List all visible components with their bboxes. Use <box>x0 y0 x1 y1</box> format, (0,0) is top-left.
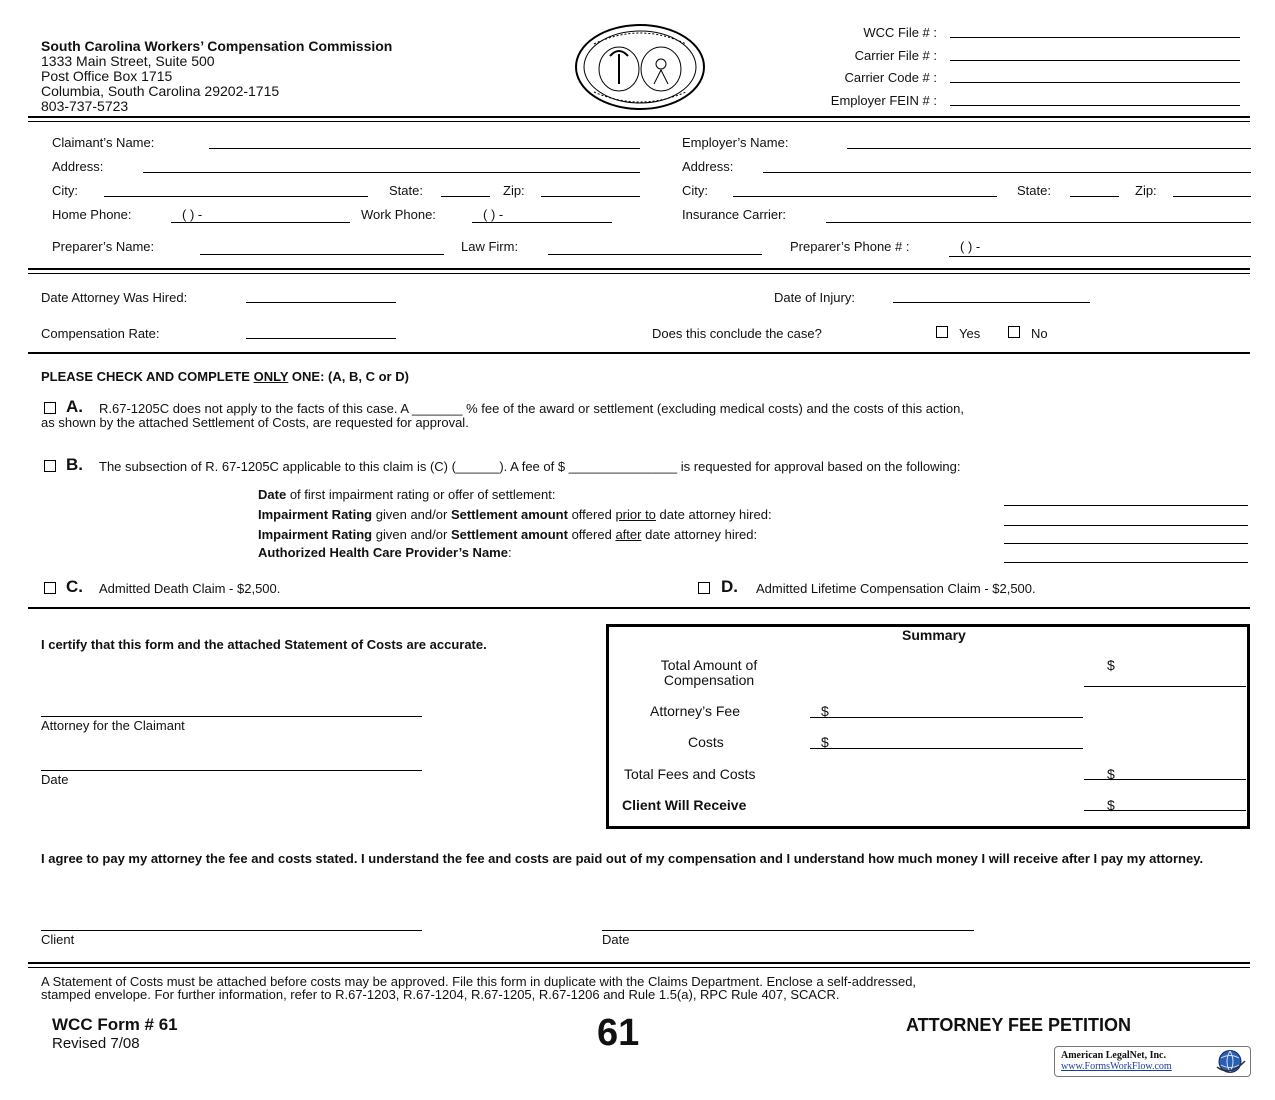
claimant-state-label: State: <box>389 183 423 198</box>
work-phone-label: Work Phone: <box>361 207 436 222</box>
law-firm-input[interactable] <box>548 254 762 255</box>
wcc-file-input[interactable] <box>950 37 1240 38</box>
total-comp-label-1: Total Amount of <box>660 657 758 673</box>
claimant-address-input[interactable] <box>143 172 640 173</box>
b-after-input[interactable] <box>1004 543 1248 544</box>
carrier-code-input[interactable] <box>950 82 1240 83</box>
date-hired-input[interactable] <box>246 302 396 303</box>
b-prior-sa: Settlement amount <box>450 507 568 522</box>
option-a-text-2: as shown by the attached Settlement of Costs, are requested for approval. <box>41 415 469 430</box>
state-seal-icon <box>574 24 706 110</box>
employer-name-label: Employer’s Name: <box>682 135 789 150</box>
home-phone-input[interactable] <box>171 222 350 223</box>
total-comp-label-2: Compensation <box>663 672 755 688</box>
preparer-phone-input[interactable] <box>949 256 1251 257</box>
b-prior-ir: Impairment Rating <box>258 507 373 522</box>
parties-divider <box>28 268 1250 274</box>
date-injury-input[interactable] <box>893 302 1090 303</box>
b-date-line <box>258 487 555 502</box>
client-date-label: Date <box>602 932 630 947</box>
client-signature-label: Client <box>41 932 75 947</box>
total-fees-input[interactable] <box>1084 779 1246 780</box>
claimant-state-input[interactable] <box>441 196 490 197</box>
b-after-given: given and/or <box>375 527 448 542</box>
home-phone-label: Home Phone: <box>52 207 132 222</box>
option-c-checkbox[interactable] <box>44 582 56 594</box>
law-firm-label: Law Firm: <box>461 239 519 254</box>
claimant-city-input[interactable] <box>104 196 368 197</box>
home-phone-mask: ( ) - <box>182 207 203 222</box>
employer-state-label: State: <box>1017 183 1051 198</box>
employer-state-input[interactable] <box>1070 196 1119 197</box>
costs-dollar: $ <box>821 734 829 750</box>
certify-date-label: Date <box>41 772 69 787</box>
b-after-line <box>258 527 757 542</box>
b-prior-offered: offered <box>571 507 612 522</box>
form-big-number: 61 <box>597 1012 640 1054</box>
agree-text: I agree to pay my attorney the fee and costs stated. I understand the fee and costs are paid out of my compensation and I understand how much money I will receive after I pay my attorney. <box>41 851 1204 866</box>
option-d-letter: D. <box>721 577 738 596</box>
claimant-address-label: Address: <box>52 159 104 174</box>
dates-divider <box>28 352 1250 354</box>
date-hired-label: Date Attorney Was Hired: <box>41 290 188 305</box>
insurance-carrier-label: Insurance Carrier: <box>682 207 787 222</box>
preparer-name-input[interactable] <box>200 254 444 255</box>
employer-fein-label: Employer FEIN # : <box>830 93 937 108</box>
preparer-phone-label: Preparer’s Phone # : <box>790 239 910 254</box>
b-date-rest: of first impairment rating or offer of settlement: <box>289 487 556 502</box>
date-injury-label: Date of Injury: <box>774 290 855 305</box>
claimant-city-label: City: <box>52 183 78 198</box>
footer-note-1: A Statement of Costs must be attached before costs may be approved. File this form in duplicate with the Claims Department. Enclose a self-addressed, <box>41 974 917 989</box>
certify-date-input[interactable] <box>41 770 422 771</box>
client-receive-label: Client Will Receive <box>622 797 747 813</box>
client-date-input[interactable] <box>602 930 974 931</box>
carrier-file-label: Carrier File # : <box>854 48 937 63</box>
insurance-carrier-input[interactable] <box>826 222 1251 223</box>
b-after-hired: date attorney hired: <box>645 527 758 542</box>
b-provider-line <box>258 545 512 560</box>
b-date-input[interactable] <box>1004 505 1248 506</box>
carrier-code-label: Carrier Code # : <box>844 70 937 85</box>
globe-icon <box>1213 1049 1247 1074</box>
option-a-letter: A. <box>66 397 83 416</box>
org-name: South Carolina Workers’ Compensation Commission <box>41 38 393 54</box>
b-prior-hired: date attorney hired: <box>659 507 772 522</box>
vendor-url[interactable]: www.FormsWorkFlow.com <box>1061 1061 1172 1072</box>
option-b-text: The subsection of R. 67-1205C applicable to this claim is (C) (______). A fee of $ _______________ is requested for approval based on the following: <box>99 459 961 474</box>
costs-input[interactable] <box>810 748 1083 749</box>
header-divider <box>28 116 1250 122</box>
form-number: WCC Form # 61 <box>52 1015 178 1034</box>
total-comp-input[interactable] <box>1084 686 1246 687</box>
comp-rate-label: Compensation Rate: <box>41 326 160 341</box>
client-signature-input[interactable] <box>41 930 422 931</box>
total-fees-label: Total Fees and Costs <box>624 766 756 782</box>
conclude-yes-checkbox[interactable] <box>936 326 948 338</box>
summary-title: Summary <box>902 627 966 643</box>
claimant-name-label: Claimant’s Name: <box>52 135 155 150</box>
employer-zip-input[interactable] <box>1173 196 1251 197</box>
instructions-pre: PLEASE CHECK AND COMPLETE <box>41 369 250 384</box>
wcc-file-label: WCC File # : <box>863 25 937 40</box>
attorney-fee-input[interactable] <box>810 717 1083 718</box>
conclude-label: Does this conclude the case? <box>652 326 822 341</box>
instructions <box>41 369 409 384</box>
option-d-text: Admitted Lifetime Compensation Claim - $2,500. <box>756 581 1036 596</box>
conclude-no-label: No <box>1031 326 1048 341</box>
b-provider-input[interactable] <box>1004 562 1248 563</box>
b-prior-given: given and/or <box>375 507 448 522</box>
total-fees-dollar: $ <box>1107 766 1115 782</box>
employer-name-input[interactable] <box>847 148 1251 149</box>
b-after-offered: offered <box>571 527 612 542</box>
org-address-line3: Columbia, South Carolina 29202-1715 <box>41 83 280 99</box>
option-b-letter: B. <box>66 455 83 474</box>
claimant-name-input[interactable] <box>209 148 640 149</box>
form-revised: Revised 7/08 <box>52 1035 140 1052</box>
attorney-signature-label: Attorney for the Claimant <box>41 718 185 733</box>
employer-fein-input[interactable] <box>950 105 1240 106</box>
b-date-bold: Date <box>258 487 287 502</box>
footer-divider <box>28 962 1250 968</box>
b-prior-line <box>258 507 772 522</box>
b-prior-word: prior to <box>615 507 656 522</box>
preparer-phone-mask: ( ) - <box>960 239 981 254</box>
option-d-checkbox[interactable] <box>698 582 710 594</box>
employer-address-input[interactable] <box>763 172 1251 173</box>
client-receive-dollar: $ <box>1107 797 1115 813</box>
work-phone-mask: ( ) - <box>483 207 504 222</box>
instructions-only: ONLY <box>253 369 289 384</box>
b-prior-input[interactable] <box>1004 525 1248 526</box>
conclude-no-checkbox[interactable] <box>1008 326 1020 338</box>
org-address-line1: 1333 Main Street, Suite 500 <box>41 53 215 69</box>
certify-text: I certify that this form and the attached Statement of Costs are accurate. <box>41 637 487 652</box>
org-address-line2: Post Office Box 1715 <box>41 68 173 84</box>
vendor-badge <box>1054 1046 1251 1077</box>
claimant-zip-label: Zip: <box>503 183 525 198</box>
attorney-fee-label: Attorney’s Fee <box>650 703 741 719</box>
instructions-post: ONE: (A, B, C or D) <box>291 369 409 384</box>
option-b-checkbox[interactable] <box>44 460 56 472</box>
employer-city-label: City: <box>682 183 708 198</box>
attorney-signature-input[interactable] <box>41 716 422 717</box>
claimant-zip-input[interactable] <box>541 196 640 197</box>
total-comp-dollar: $ <box>1107 657 1115 673</box>
employer-address-label: Address: <box>682 159 734 174</box>
b-after-word: after <box>615 527 642 542</box>
client-receive-input[interactable] <box>1084 810 1246 811</box>
option-c-text: Admitted Death Claim - $2,500. <box>99 581 281 596</box>
employer-city-input[interactable] <box>733 196 997 197</box>
options-divider <box>28 607 1250 609</box>
costs-label: Costs <box>688 734 724 750</box>
b-after-sa: Settlement amount <box>450 527 568 542</box>
form-title: ATTORNEY FEE PETITION <box>906 1015 1132 1035</box>
footer-note-2: stamped envelope. For further information, refer to R.67-1203, R.67-1204, R.67-1205, R.67-1206 and Rule 1.5(a), RPC Rule 407, SCACR. <box>41 987 840 1002</box>
work-phone-input[interactable] <box>472 222 612 223</box>
employer-zip-label: Zip: <box>1135 183 1157 198</box>
org-phone: 803-737-5723 <box>41 98 129 114</box>
option-a-checkbox[interactable] <box>44 402 56 414</box>
carrier-file-input[interactable] <box>950 60 1240 61</box>
vendor-name: American LegalNet, Inc. <box>1061 1050 1166 1061</box>
comp-rate-input[interactable] <box>246 338 396 339</box>
option-a-text-1: R.67-1205C does not apply to the facts of this case. A _______ % fee of the award or settlement (excluding medical costs) and the costs of this action, <box>99 401 964 416</box>
b-after-ir: Impairment Rating <box>258 527 373 542</box>
preparer-name-label: Preparer’s Name: <box>52 239 155 254</box>
option-c-letter: C. <box>66 577 83 596</box>
b-provider-colon: : <box>507 545 512 560</box>
conclude-yes-label: Yes <box>959 326 981 341</box>
attorney-fee-dollar: $ <box>821 703 829 719</box>
b-provider-label: Authorized Health Care Provider’s Name <box>258 545 508 560</box>
